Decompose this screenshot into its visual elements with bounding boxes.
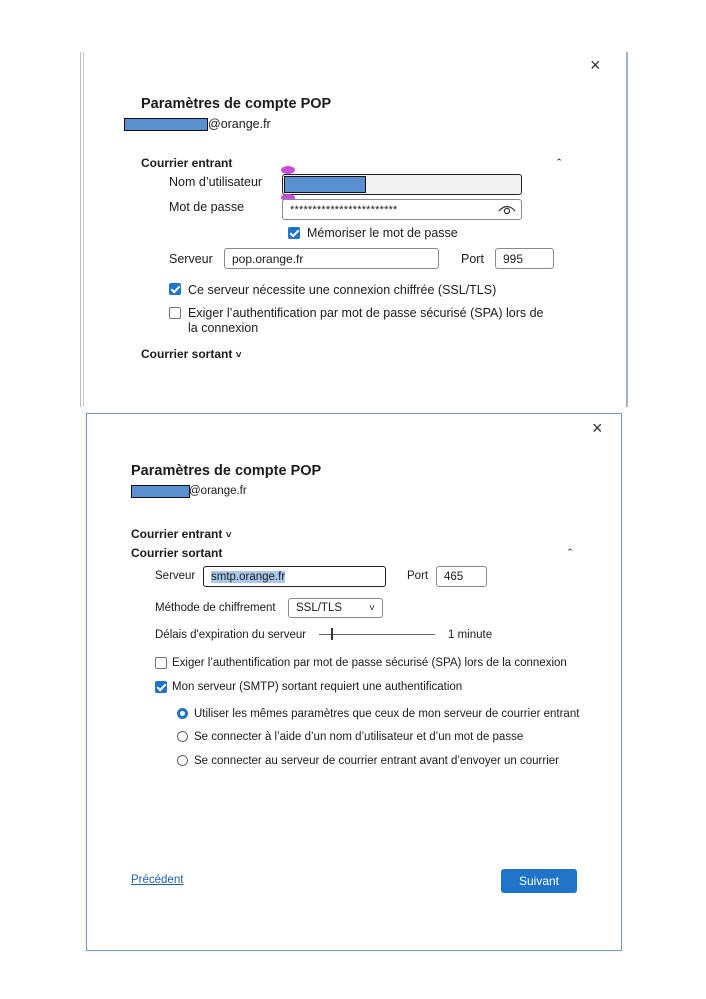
smtp-auth-label: Mon serveur (SMTP) sortant requiert une authentification (172, 681, 463, 693)
dialog-title: Paramètres de compte POP (131, 463, 322, 479)
redacted-username (284, 176, 366, 193)
password-value: ************************ (290, 203, 398, 216)
chevron-up-icon[interactable]: ˆ (568, 546, 573, 561)
next-button[interactable] (501, 869, 577, 893)
previous-link[interactable]: Précédent (131, 874, 184, 886)
next-button-label: Suivant (518, 874, 560, 888)
port-input[interactable] (495, 248, 554, 269)
chevron-down-icon: ˅ (369, 602, 375, 614)
encryption-value: SSL/TLS (296, 602, 343, 614)
chevron-down-icon: ˅ (225, 530, 232, 541)
radio-username-password-label: Se connecter à l’aide d’un nom d’utilisateur et d’un mot de passe (194, 731, 524, 743)
outgoing-section-header[interactable] (141, 347, 242, 361)
port-input[interactable] (436, 566, 487, 587)
server-input[interactable] (203, 566, 386, 587)
redacted-email-user (131, 485, 190, 498)
spa-option-label-cont: la connexion (188, 321, 259, 335)
port-label: Port (407, 570, 429, 582)
server-value: pop.orange.fr (232, 251, 304, 266)
spa-option-label: Exiger l’authentification par mot de passe sécurisé (SPA) lors de (188, 306, 544, 320)
spa-checkbox[interactable] (155, 657, 167, 669)
encryption-label: Méthode de chiffrement (155, 602, 276, 614)
pop-settings-dialog-outgoing (86, 413, 622, 951)
ssl-option-label: Ce serveur nécessite une connexion chiffrée (SSL/TLS) (188, 283, 497, 297)
chevron-up-icon[interactable]: ˆ (557, 156, 562, 171)
pop-settings-dialog-incoming (83, 52, 628, 407)
radio-same-settings-label: Utiliser les mêmes paramètres que ceux de mon serveur de courrier entrant (194, 708, 580, 720)
timeout-slider-thumb[interactable] (331, 628, 333, 640)
radio-username-password[interactable] (177, 731, 188, 742)
timeout-label: Délais d'expiration du serveur (155, 629, 307, 641)
spa-option-label: Exiger l’authentification par mot de passe sécurisé (SPA) lors de la connexion (172, 657, 567, 669)
eye-icon[interactable] (498, 204, 516, 216)
port-value: 465 (444, 570, 464, 583)
background-window-edge (80, 52, 81, 407)
encryption-select[interactable] (288, 598, 383, 618)
remember-password-checkbox[interactable] (288, 227, 300, 239)
close-icon[interactable]: × (592, 418, 603, 438)
outgoing-section-header[interactable]: Courrier sortant (131, 546, 223, 560)
incoming-section-label: Courrier entrant (131, 527, 223, 541)
radio-pop-before-smtp-label: Se connecter au serveur de courrier entrant avant d’envoyer un courrier (194, 755, 560, 767)
port-label: Port (461, 252, 484, 266)
timeout-slider-track[interactable] (319, 634, 435, 635)
redacted-email-user (124, 118, 208, 131)
radio-same-settings[interactable] (177, 708, 188, 719)
server-label: Serveur (169, 252, 213, 266)
radio-pop-before-smtp[interactable] (177, 755, 188, 766)
close-icon[interactable]: × (590, 55, 601, 75)
dialog-title: Paramètres de compte POP (141, 96, 332, 112)
server-value: smtp.orange.fr (211, 570, 286, 583)
password-label: Mot de passe (169, 200, 245, 214)
chevron-down-icon: ˅ (235, 350, 242, 361)
ssl-checkbox[interactable] (169, 283, 181, 295)
selection-handle-top[interactable] (281, 166, 295, 174)
username-label: Nom d’utilisateur (169, 175, 263, 189)
server-label: Serveur (155, 570, 196, 582)
email-suffix: @orange.fr (208, 117, 271, 131)
smtp-auth-checkbox[interactable] (155, 681, 167, 693)
incoming-section-header[interactable] (131, 527, 232, 541)
outgoing-section-label: Courrier sortant (141, 347, 233, 361)
port-value: 995 (503, 251, 524, 266)
password-input[interactable] (282, 199, 522, 220)
remember-password-label: Mémoriser le mot de passe (307, 226, 458, 240)
server-input[interactable] (224, 248, 439, 269)
incoming-section-header[interactable]: Courrier entrant (141, 156, 233, 170)
email-suffix: @orange.fr (189, 485, 247, 497)
spa-checkbox[interactable] (169, 307, 181, 319)
timeout-value: 1 minute (448, 629, 493, 641)
